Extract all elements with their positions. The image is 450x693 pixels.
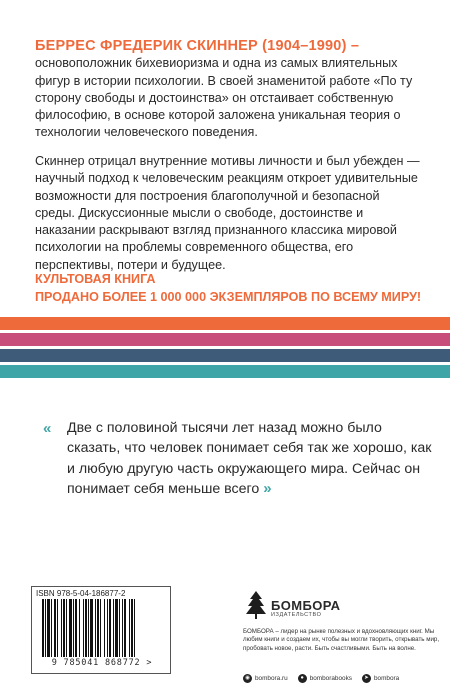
barcode-bar (124, 599, 126, 657)
quote-block (35, 418, 435, 499)
quote-text (67, 418, 435, 499)
barcode-bar (51, 599, 52, 657)
barcode-bar (90, 599, 93, 657)
barcode-bar (95, 599, 96, 657)
author-intro-text: основоположник бихевиоризма и одна из самых влиятельных фигур в истории психологии. В своей знаменитой работе «По ту сторону свободы и достоинства» он отстаивает собственную философию, в основе которой заложена уникальная теория о технологии человеческого поведения. (35, 56, 413, 140)
publisher-socials (243, 674, 448, 683)
quote-body: Две с половиной тысячи лет назад можно было сказать, что человек понимает себя так же хорошо, как и любую другую часть окружающего мира. Сейчас он понимает себя меньше всего (67, 420, 432, 497)
isbn-label: ISBN 978-5-04-186877-2 (36, 589, 126, 598)
barcode-bar (88, 599, 89, 657)
barcode (31, 586, 171, 674)
barcode-bar (45, 599, 46, 657)
barcode-bar (79, 599, 80, 657)
barcode-bar (66, 599, 67, 657)
barcode-bar (57, 599, 58, 657)
social-icon: ● (298, 674, 307, 683)
social-telegram[interactable] (362, 674, 399, 683)
tagline-line-2: ПРОДАНО БОЛЕЕ 1 000 000 ЭКЗЕМПЛЯРОВ ПО ВСЕМУ МИРУ! (35, 290, 422, 304)
barcode-bar (75, 599, 77, 657)
bombora-logo-icon (245, 590, 267, 620)
telegram-icon: ➤ (362, 674, 371, 683)
barcode-bar (100, 599, 101, 657)
author-name: БЕРРЕС ФРЕДЕРИК СКИННЕР (1904–1990) – (35, 38, 360, 54)
barcode-bar (63, 599, 65, 657)
barcode-bar (104, 599, 105, 657)
publisher-name: БОМБОРА (271, 598, 341, 613)
stripe-navy (0, 349, 450, 362)
barcode-bar (134, 599, 135, 657)
barcode-bar (54, 599, 56, 657)
stripe-magenta (0, 333, 450, 346)
stripe-teal (0, 365, 450, 378)
barcode-bar (129, 599, 130, 657)
barcode-bars (42, 599, 166, 657)
barcode-bar (97, 599, 99, 657)
barcode-bar (119, 599, 120, 657)
social-network[interactable] (298, 674, 352, 683)
barcode-bar (131, 599, 133, 657)
social-website[interactable] (243, 674, 288, 683)
stripe-orange (0, 317, 450, 330)
barcode-bar (47, 599, 50, 657)
barcode-digits: 9 785041 868772 > (51, 658, 153, 668)
barcode-bar (42, 599, 44, 657)
social-telegram-label: bombora (373, 675, 400, 682)
barcode-bar (69, 599, 72, 657)
author-intro (35, 38, 421, 142)
barcode-bar (83, 599, 84, 657)
barcode-bar (73, 599, 74, 657)
barcode-bar (115, 599, 118, 657)
social-network-label: bomborabooks (309, 675, 352, 682)
description-paragraph: Скиннер отрицал внутренние мотивы личности и был убежден — научный подход к человеческим реакциям откроет удивительные возможности для построения благополучной и безопасной среды. Дискуссионные мысли о свободе, достоинстве и наказании раскрывают взгляд признанного классика мировой психологии на проблемы современного общества, его перспективы, потери и будущее. (35, 154, 420, 272)
social-website-label: bombora.ru (255, 675, 288, 682)
publisher-subtitle: ИЗДАТЕЛЬСТВО (271, 612, 322, 618)
barcode-bar (122, 599, 123, 657)
publisher-description: БОМБОРА – лидер на рынке полезных и вдохновляющих книг. Мы любим книги и создаем их, чтобы вы могли творить, открывать мир, пробовать новое, расти. Быть счастливыми. Быть на волне. (243, 628, 440, 652)
globe-icon: ◉ (243, 674, 252, 683)
tagline (35, 270, 435, 306)
tagline-line-1: КУЛЬТОВАЯ КНИГА (35, 272, 156, 286)
barcode-bar (85, 599, 87, 657)
barcode-bar (107, 599, 108, 657)
quote-close-mark: » (263, 479, 272, 497)
quote-open-mark: « (43, 420, 52, 437)
barcode-bar (113, 599, 114, 657)
barcode-bar (109, 599, 111, 657)
barcode-bar (61, 599, 62, 657)
